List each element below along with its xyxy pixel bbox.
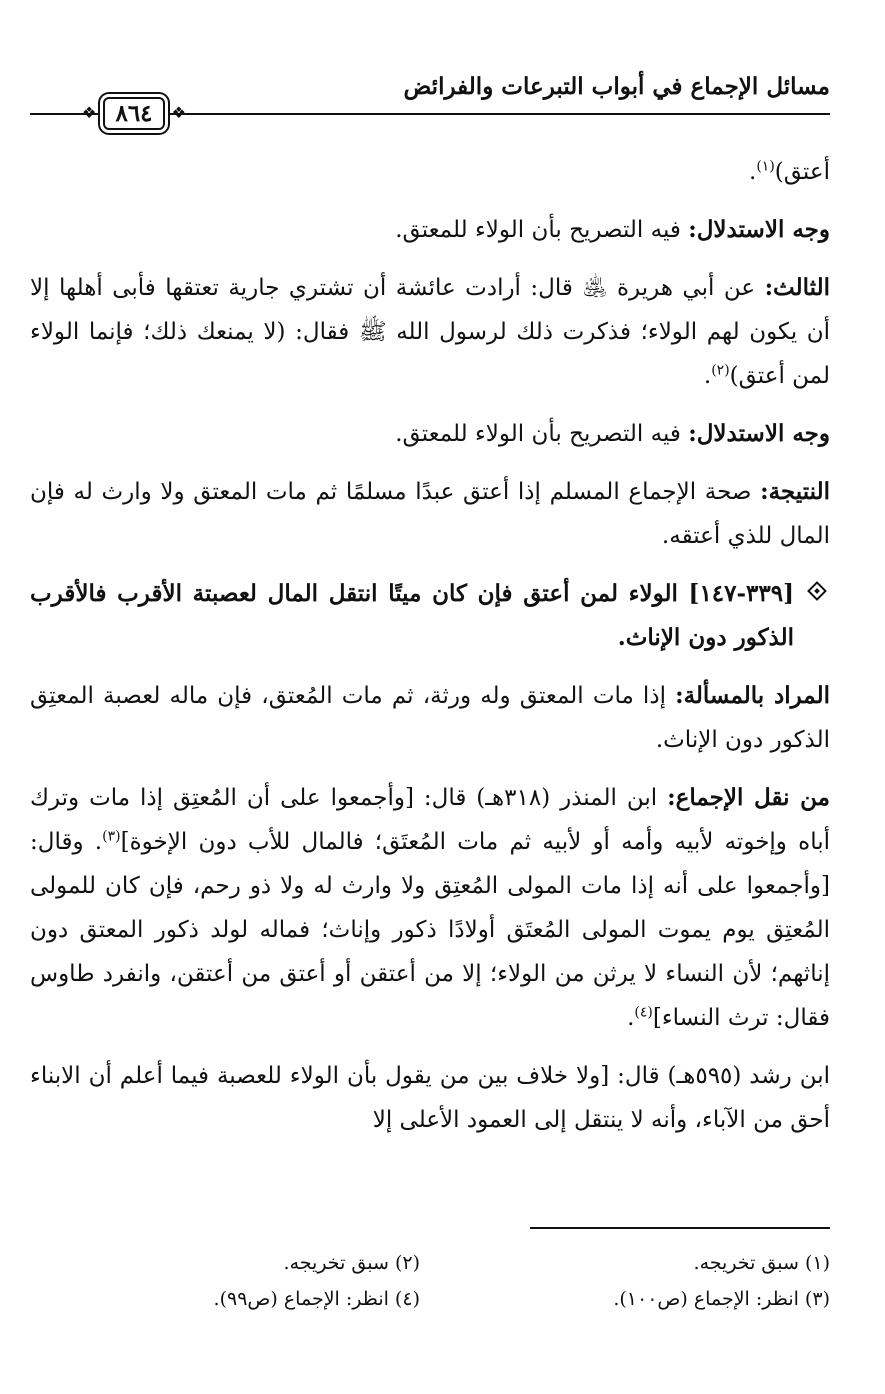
paragraph: الثالث: عن أبي هريرة ﵁ قال: أرادت عائشة أن تشتري جارية تعتقها فأبى أهلها إلا أن يكون لهم الولاء؛ فذكرت ذلك لرسول الله ﷺ فقال: (لا يمنعك ذلك؛ فإنما الولاء لمن أعتق)$^{(٢)}$. (30, 274, 830, 389)
footnote-ref[interactable]: (٤) (634, 1004, 653, 1021)
paragraph-lead: وجه الاستدلال: (688, 420, 830, 447)
footnote-ref[interactable]: (٢) (711, 362, 730, 379)
paragraph-lead: من نقل الإجماع: (667, 784, 830, 811)
paragraph: وجه الاستدلال: فيه التصريح بأن الولاء للمعتق. (395, 216, 830, 243)
book-page (30, 55, 830, 1355)
footnote: (٣) انظر: الإجماع (ص١٠٠). (613, 1288, 830, 1310)
issue-heading: [٣٣٩-١٤٧] الولاء لمن أعتق فإن كان ميتًا انتقل المال لعصبتة الأقرب فالأقرب الذكور دون الإناث. (30, 572, 830, 660)
paragraph: المراد بالمسألة: إذا مات المعتق وله ورثة، ثم مات المُعتق، فإن ماله لعصبة المعتِق الذكور دون الإناث. (30, 682, 831, 753)
footnote: (٤) انظر: الإجماع (ص٩٩). (213, 1288, 420, 1310)
paragraph-lead: النتيجة: (760, 478, 830, 505)
paragraph-lead: الثالث: (764, 274, 830, 301)
footnote-rule (530, 1227, 830, 1229)
paragraph: أعتق)$^{(١)}$. (749, 158, 830, 185)
page-number: ٨٦٤ (103, 97, 164, 130)
paragraph-lead: وجه الاستدلال: (688, 216, 830, 243)
paragraph-lead: المراد بالمسألة: (675, 682, 831, 709)
footnote: (٢) سبق تخريجه. (283, 1252, 420, 1274)
paragraph: النتيجة: صحة الإجماع المسلم إذا أعتق عبدًا مسلمًا ثم مات المعتق ولا وارث له فإن المال للذي أعتقه. (30, 478, 830, 549)
diamond-bullet-icon (807, 581, 827, 601)
paragraph: من نقل الإجماع: ابن المنذر (٣١٨هـ) قال: [وأجمعوا على أن المُعتِق إذا مات وترك أباه وإخوته لأبيه وأمه أو لأبيه ثم مات المُعتَق؛ فالمال للأب دون الإخوة]$^{(٣)}$. وقال: [وأجمعوا على أنه إذا مات المولى المُعتِق ولا وارث له ولا ذو رحم، فإن كان للمولى المُعتِق يوم يموت المولى المُعتَق أولادًا ذكور وإناث؛ فماله لولد ذكور المعتق دون إناثهم؛ لأن النساء لا يرثن من الولاء؛ إلا من أعتقن أو أعتق من أعتقن، وانفرد طاوس فقال: ترث النساء]$^{(٤)}$. (30, 784, 830, 1031)
footnote-ref[interactable]: (٣) (102, 828, 121, 845)
paragraph: وجه الاستدلال: فيه التصريح بأن الولاء للمعتق. (395, 420, 830, 447)
ornament-icon: ❖ (82, 103, 97, 122)
paragraph: ابن رشد (٥٩٥هـ) قال: [ولا خلاف بين من يقول بأن الولاء للعصبة فيما أعلم أن الابناء أحق من الآباء، وأنه لا ينتقل إلى العمود الأعلى إلا (30, 1063, 830, 1133)
footnotes (30, 1245, 830, 1317)
running-title: مسائل الإجماع في أبواب التبرعات والفرائض (403, 73, 830, 100)
body-text (30, 150, 830, 1156)
footnote-ref[interactable]: (١) (756, 158, 775, 175)
ornament-icon: ❖ (171, 103, 186, 122)
page-number-ornament (80, 93, 188, 133)
footnote: (١) سبق تخريجه. (693, 1252, 830, 1274)
